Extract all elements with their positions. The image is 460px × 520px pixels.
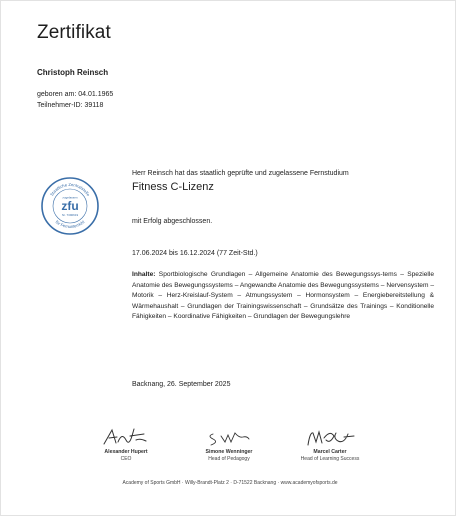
seal-number: Nr. 7390619 xyxy=(61,213,79,217)
intro-text: Herr Reinsch hat das staatlich geprüfte und zugelassene Fernstudium xyxy=(132,170,349,177)
date-of-birth: geboren am: 04.01.1965 xyxy=(37,91,114,98)
participant-id: Teilnehmer-ID: 39118 xyxy=(37,102,104,109)
signature-block-pedagogy xyxy=(174,424,284,462)
course-contents xyxy=(132,270,434,323)
signature-block-ceo xyxy=(71,424,181,462)
signer-name: Simone Wenninger xyxy=(205,449,253,455)
seal-top-text: Staatliche Zentralstelle xyxy=(49,181,92,197)
contents-text: Sportbiologische Grundlagen – Allgemeine Anatomie des Bewegungssys-tems – Spezielle Anatomie des Bewegungssystems – Angewandte Anatomie des Bewegungssystems – Nervensystem – Motorik – Herz-Kreislauf-System – Atmungssystem – Hormonsystem – Energiebereitstellung & Wärmehaushalt – Grundlagen der Trainingswissenschaft – Grundsätze des Trainings – Konditionelle Fähigkeiten – Koordinative Fähigkeiten – Grundlagen der Bewegungslehre xyxy=(132,271,434,321)
contents-label: Inhalte: xyxy=(132,271,156,278)
seal-middle-text: zugelassen xyxy=(62,195,78,200)
course-period: 17.06.2024 bis 16.12.2024 (77 Zeit-Std.) xyxy=(132,250,258,257)
signer-role: Head of Pedagogy xyxy=(208,456,250,462)
completion-text: mit Erfolg abgeschlossen. xyxy=(132,218,213,225)
signature-marcel-carter xyxy=(300,424,360,448)
signature-simone-wenninger xyxy=(199,424,259,448)
place-and-date: Backnang, 26. September 2025 xyxy=(132,381,231,388)
zfu-seal-icon xyxy=(40,176,100,236)
signer-name: Alexander Hupert xyxy=(104,449,148,455)
seal-logo-text: zfu xyxy=(61,199,79,213)
course-name: Fitness C-Lizenz xyxy=(132,181,214,193)
footer-address: Academy of Sports GmbH · Willy-Brandt-Platz 2 · D-71522 Backnang · www.academyofsports.de xyxy=(122,480,338,486)
signer-role: CEO xyxy=(120,456,132,462)
signature-block-learning-success xyxy=(275,424,385,462)
seal-bottom-text: für Fernunterricht xyxy=(54,219,86,230)
signer-name: Marcel Carter xyxy=(313,449,347,455)
signer-role: Head of Learning Success xyxy=(300,456,360,462)
recipient-name: Christoph Reinsch xyxy=(37,68,109,77)
certificate-title: Zertifikat xyxy=(37,22,111,43)
signature-alexander-hupert xyxy=(96,424,156,448)
